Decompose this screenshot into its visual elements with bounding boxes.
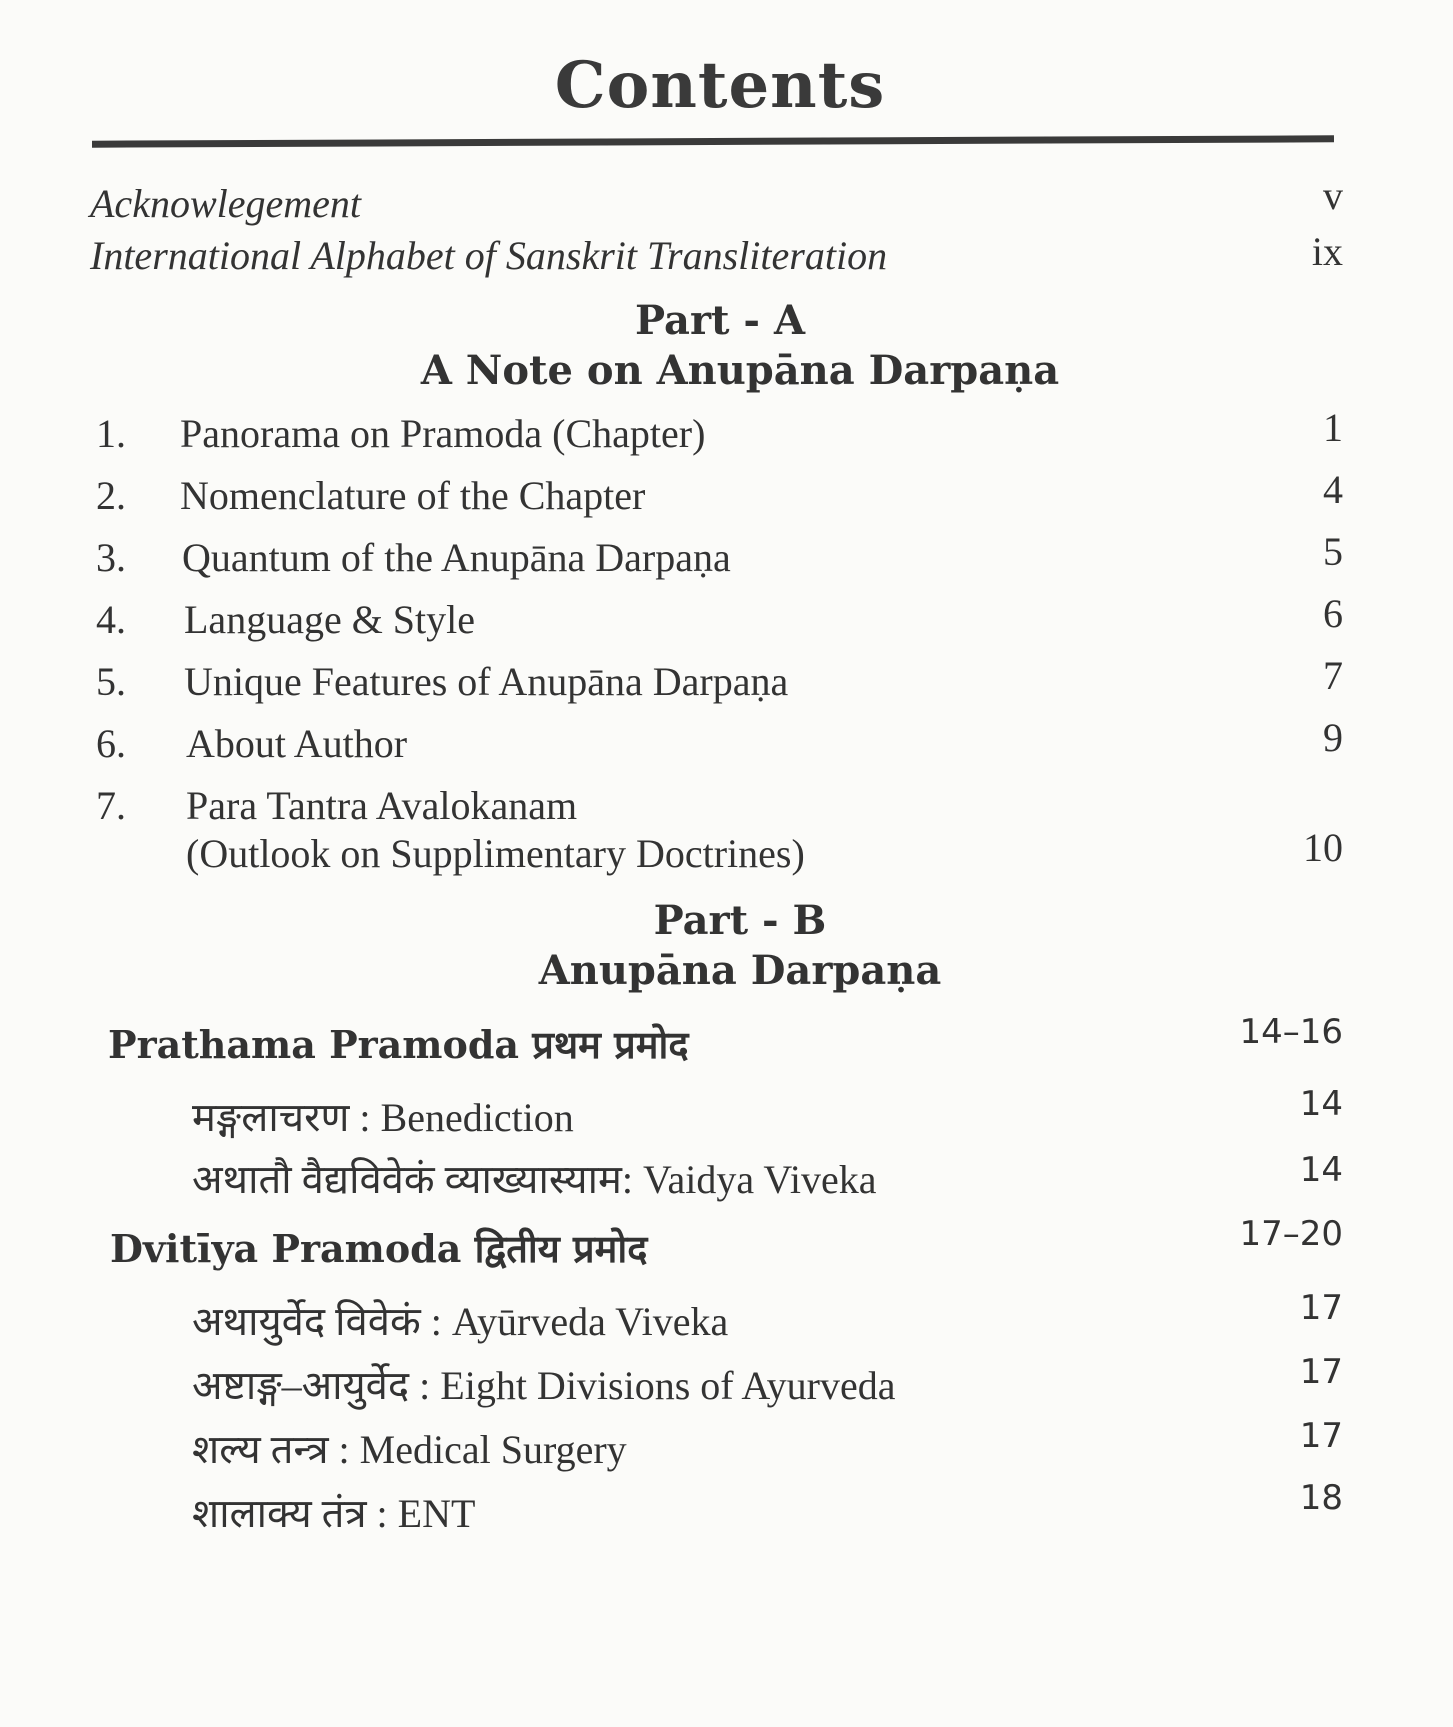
toc-row[interactable]: [0, 653, 1453, 718]
toc-row-alphabet[interactable]: [0, 229, 1453, 292]
toc-row[interactable]: [0, 782, 1453, 892]
toc-number: 6.: [96, 721, 126, 766]
toc-number: 4.: [96, 597, 126, 642]
toc-page: 7: [1323, 653, 1343, 698]
toc-page: v: [1323, 173, 1343, 218]
page-title: Contents: [554, 48, 886, 123]
section-page-range: 17–20: [1239, 1214, 1343, 1254]
toc-row[interactable]: [0, 405, 1453, 470]
toc-label: अष्टाङ्ग–आयुर्वेद : Eight Divisions of Ayurveda: [192, 1363, 896, 1408]
section-title: Prathama Pramoda प्रथम प्रमोद: [108, 1022, 689, 1067]
toc-page: 4: [1323, 467, 1343, 512]
toc-row[interactable]: [0, 1352, 1453, 1416]
toc-label: Language & Style: [184, 597, 476, 642]
toc-label: Para Tantra Avalokanam: [186, 783, 578, 828]
section-title: Dvitīya Pramoda द्वितीय प्रमोद: [110, 1226, 648, 1271]
toc-number: 5.: [96, 659, 126, 704]
toc-label: Quantum of the Anupāna Darpaṇa: [182, 535, 731, 580]
toc-label: शालाक्य तंत्र : ENT: [192, 1491, 476, 1536]
toc-label: Unique Features of Anupāna Darpaṇa: [184, 659, 789, 704]
toc-row[interactable]: [0, 591, 1453, 656]
toc-row[interactable]: [0, 1150, 1453, 1210]
toc-page: 17: [1299, 1352, 1343, 1392]
toc-page: 9: [1323, 715, 1343, 760]
section-row-dvitiya[interactable]: [0, 1214, 1453, 1282]
toc-label: अथायुर्वेद विवेकं : Ayūrveda Viveka: [192, 1299, 729, 1344]
toc-page: 14: [1299, 1084, 1343, 1124]
part-a-heading: Part - A: [635, 297, 805, 344]
section-row-prathama[interactable]: [0, 1012, 1453, 1078]
toc-page: 6: [1323, 591, 1343, 636]
toc-number: 7.: [96, 783, 126, 828]
toc-number: 3.: [96, 535, 126, 580]
toc-page: 17: [1299, 1416, 1343, 1456]
toc-page: 18: [1299, 1478, 1343, 1518]
toc-row[interactable]: [0, 467, 1453, 532]
toc-label: Nomenclature of the Chapter: [180, 473, 646, 518]
toc-page: 5: [1323, 529, 1343, 574]
toc-row[interactable]: [0, 1478, 1453, 1544]
toc-row-acknowledgement[interactable]: [0, 173, 1453, 240]
toc-page: 1: [1323, 405, 1343, 450]
toc-label: मङ्गलाचरण : Benediction: [192, 1095, 574, 1140]
toc-label: Acknowlegement: [90, 181, 361, 226]
toc-page: ix: [1311, 229, 1343, 274]
toc-label: शल्य तन्त्र : Medical Surgery: [192, 1427, 627, 1472]
toc-row[interactable]: [0, 529, 1453, 594]
toc-number: 2.: [96, 473, 126, 518]
toc-label: Panorama on Pramoda (Chapter): [180, 411, 706, 456]
toc-label: International Alphabet of Sanskrit Transliteration: [90, 233, 888, 278]
toc-label: अथातौ वैद्यविवेकं व्याख्यास्याम: Vaidya Viveka: [192, 1157, 877, 1202]
toc-row[interactable]: [0, 715, 1453, 780]
toc-page: 14: [1299, 1150, 1343, 1190]
toc-label: About Author: [186, 721, 408, 766]
toc-page: 10: [1303, 825, 1343, 870]
toc-row[interactable]: [0, 1416, 1453, 1480]
section-page-range: 14–16: [1239, 1012, 1343, 1052]
toc-row[interactable]: [0, 1288, 1453, 1352]
part-b-subheading: Anupāna Darpaṇa: [538, 947, 942, 994]
toc-row[interactable]: [0, 1084, 1453, 1148]
toc-number: 1.: [96, 411, 126, 456]
toc-page: 17: [1299, 1288, 1343, 1328]
title-rule: [92, 135, 1334, 147]
part-a-subheading: A Note on Anupāna Darpaṇa: [420, 347, 1060, 394]
toc-label-continued: (Outlook on Supplimentary Doctrines): [186, 831, 805, 876]
part-b-heading: Part - B: [653, 897, 827, 944]
